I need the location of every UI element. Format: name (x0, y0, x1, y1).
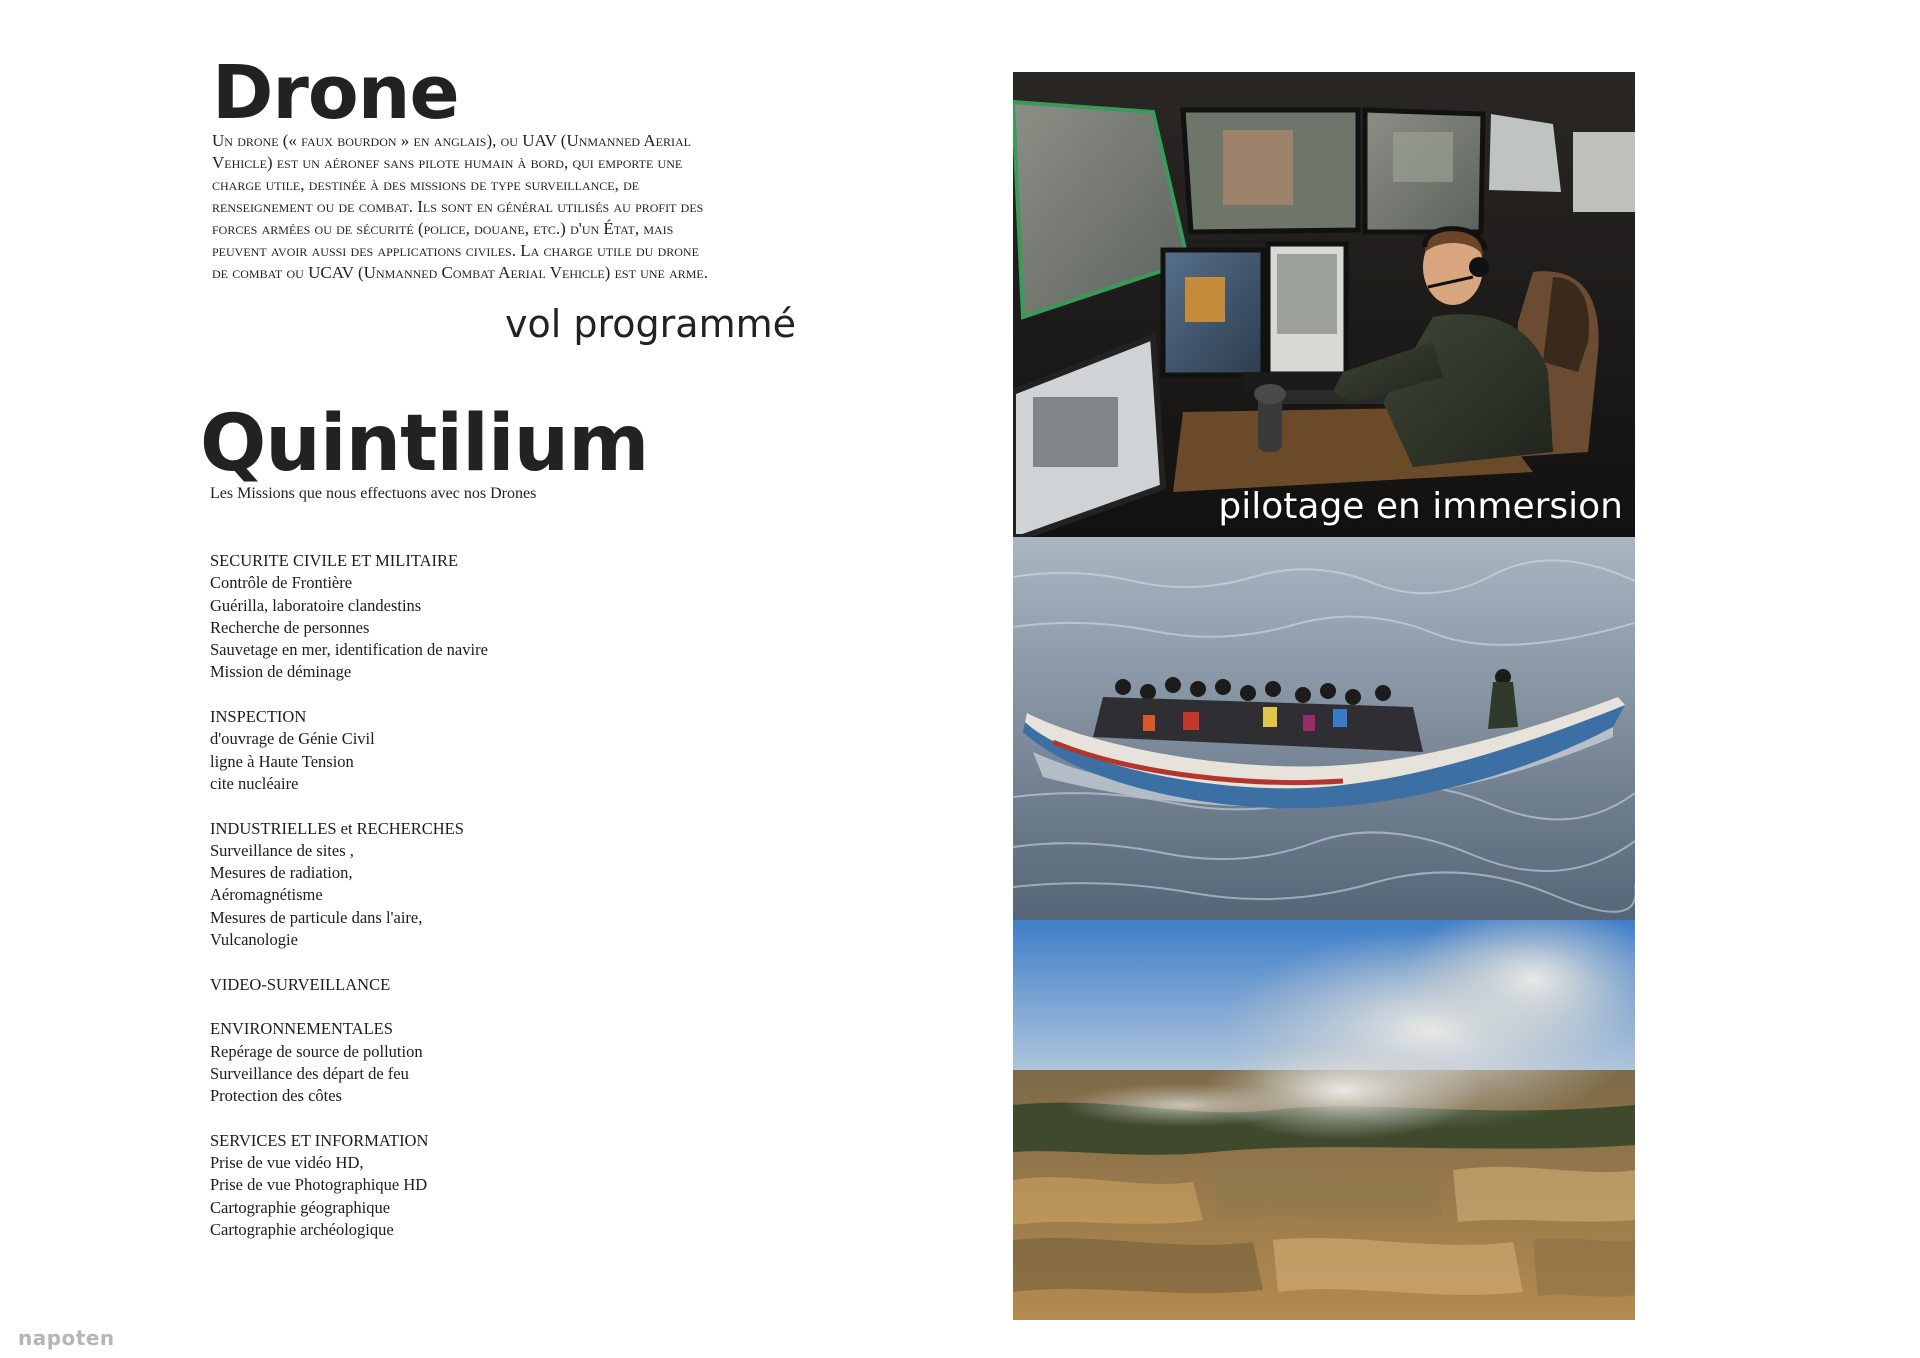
mission-item: Sauvetage en mer, identification de navire (210, 640, 488, 660)
mission-section-video (210, 974, 730, 996)
mission-item: cite nucléaire (210, 773, 299, 793)
mission-item: Protection des côtes (210, 1086, 342, 1106)
vol-programme-tagline: vol programmé (505, 302, 796, 346)
mission-heading: SERVICES ET INFORMATION (210, 1130, 429, 1150)
mission-section-services (210, 1130, 730, 1241)
mission-item: Guérilla, laboratoire clandestins (210, 595, 422, 615)
brand-watermark: napoten (18, 1326, 115, 1350)
mission-heading: SECURITE CIVILE ET MILITAIRE (210, 551, 459, 570)
mission-item: Recherche de personnes (210, 617, 370, 637)
mission-item: Mesures de radiation, (210, 863, 353, 883)
mission-heading: VIDEO-SURVEILLANCE (210, 974, 391, 994)
mission-item: Prise de vue Photographique HD (210, 1175, 428, 1195)
boat-illustration (1013, 537, 1635, 920)
mission-item: Cartographie archéologique (210, 1219, 394, 1239)
mission-item: ligne à Haute Tension (210, 751, 354, 771)
mission-section-environnementales (210, 1018, 730, 1107)
quintilium-title: Quintilium (200, 399, 649, 489)
mission-item: Contrôle de Frontière (210, 573, 353, 593)
mission-heading: ENVIRONNEMENTALES (210, 1019, 393, 1039)
mission-section-inspection (210, 706, 730, 795)
mission-item: Prise de vue vidéo HD, (210, 1153, 364, 1173)
mission-section-industrielles (210, 818, 730, 952)
quintilium-subtitle: Les Missions que nous effectuons avec nos Drones (210, 485, 537, 502)
mission-item: Cartographie géographique (210, 1197, 391, 1217)
mission-item: Surveillance des départ de feu (210, 1063, 409, 1083)
missions-list (210, 550, 730, 1264)
mission-item: Aéromagnétisme (210, 885, 323, 905)
control-room-illustration (1013, 72, 1635, 537)
mission-section-securite (210, 550, 730, 684)
mission-item: Mission de déminage (210, 662, 352, 682)
control-room-photo (1013, 72, 1635, 537)
boat-at-sea-photo (1013, 537, 1635, 920)
mission-item: Surveillance de sites , (210, 840, 354, 860)
mission-heading: INSPECTION (210, 707, 307, 727)
wildfire-landscape-photo (1013, 920, 1635, 1320)
pilotage-caption: pilotage en immersion (1218, 486, 1623, 527)
mission-item: Vulcanologie (210, 930, 298, 950)
drone-description: Un drone (« faux bourdon » en anglais), ou UAV (Unmanned Aerial Vehicle) est un aéronef sans pilote humain à bord, qui emporte une charge utile, destinée à des missions de type surveillance, de renseignement ou de combat. Ils sont en général utilisés au profit des forces armées ou de sécurité (police, douane, etc.) d'un État, mais peuvent avoir aussi des applications civiles. La charge utile du drone de combat ou UCAV (Unmanned Combat Aerial Vehicle) est une arme. (212, 131, 708, 282)
mission-item: Mesures de particule dans l'aire, (210, 907, 423, 927)
mission-heading: INDUSTRIELLES et RECHERCHES (210, 818, 464, 838)
mission-item: Repérage de source de pollution (210, 1041, 423, 1061)
mission-item: d'ouvrage de Génie Civil (210, 729, 375, 749)
drone-title: Drone (212, 50, 459, 136)
wildfire-illustration (1013, 920, 1635, 1320)
